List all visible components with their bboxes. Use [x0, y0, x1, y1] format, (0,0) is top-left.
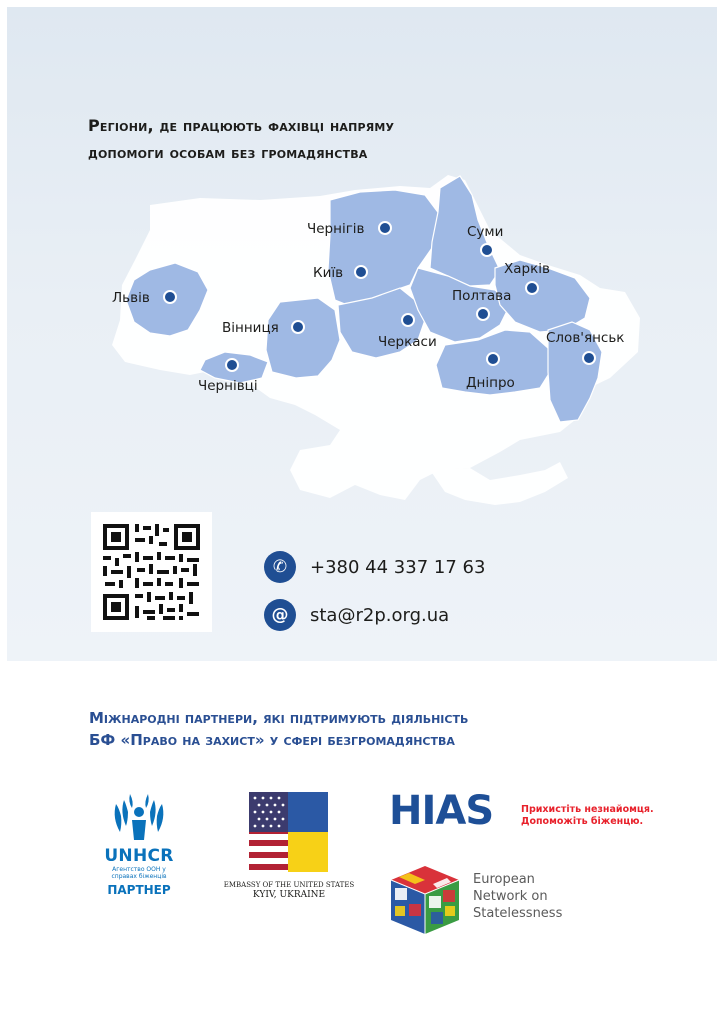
marker-dnipro	[487, 353, 499, 365]
ens-line-1: European	[473, 872, 535, 887]
at-icon: @	[264, 599, 296, 631]
marker-cherkasy	[402, 314, 414, 326]
embassy-line-2: KYIV, UKRAINE	[252, 890, 326, 900]
unhcr-subtitle-line-2: справах біженців	[111, 873, 167, 880]
embassy-line-1: EMBASSY OF THE UNITED STATES	[223, 881, 355, 889]
hias-tagline-line-2: Допоможіть біженцю.	[521, 816, 644, 827]
label-kyiv: Київ	[313, 265, 344, 281]
qr-code-image	[91, 512, 212, 632]
embassy-flags-icon	[249, 792, 328, 872]
hias-tagline-line-1: Прихистіть незнайомця.	[521, 804, 654, 815]
marker-chernihiv	[379, 222, 391, 234]
partners-title	[89, 707, 649, 751]
marker-chernivtsi	[226, 359, 238, 371]
label-sloviansk: Слов'янськ	[546, 330, 625, 346]
marker-poltava	[477, 308, 489, 320]
label-chernihiv: Чернігів	[307, 221, 365, 237]
embassy-caption	[222, 880, 356, 900]
unhcr-subtitle	[96, 866, 182, 880]
label-chernivtsi: Чернівці	[198, 378, 258, 394]
marker-kharkiv	[526, 282, 538, 294]
marker-sumy	[481, 244, 493, 256]
phone-number[interactable]: +380 44 337 17 63	[310, 556, 486, 578]
partners-title-line-2: БФ «Право на захист» у сфері безгромадянства	[89, 731, 455, 749]
hias-tagline	[521, 804, 654, 828]
ens-line-2: Network on	[473, 889, 548, 904]
hias-logo: HIAS	[389, 788, 494, 834]
label-lviv: Львів	[112, 290, 150, 306]
ens-line-3: Statelessness	[473, 906, 563, 921]
unhcr-partner-label: ПАРТНЕР	[107, 883, 171, 897]
ens-name	[473, 871, 562, 922]
phone-contact[interactable]	[264, 550, 485, 584]
ens-cube-icon	[389, 864, 461, 936]
title-line-2: допомоги особам без громадянства	[88, 143, 368, 162]
label-sumy: Суми	[467, 224, 504, 240]
marker-sloviansk	[583, 352, 595, 364]
label-poltava: Полтава	[452, 288, 512, 304]
label-kharkiv: Харків	[504, 261, 550, 277]
marker-lviv	[164, 291, 176, 303]
label-vinnytsia: Вінниця	[222, 320, 279, 336]
qr-code[interactable]	[91, 512, 212, 632]
phone-icon: ✆	[264, 551, 296, 583]
unhcr-name: UNHCR	[104, 846, 174, 866]
email-address[interactable]: sta@r2p.org.ua	[310, 604, 450, 626]
marker-vinnytsia	[292, 321, 304, 333]
unhcr-subtitle-line-1: Агентство ООН у	[112, 866, 166, 873]
label-dnipro: Дніпро	[466, 375, 515, 391]
partners-title-line-1: Міжнародні партнери, які підтримують діяльність	[89, 709, 469, 727]
email-contact[interactable]	[264, 598, 449, 632]
marker-kyiv	[355, 266, 367, 278]
unhcr-logo-icon	[104, 790, 174, 846]
title-line-1: Регіони, де працюють фахівці напряму	[88, 116, 395, 135]
label-cherkasy: Черкаси	[378, 334, 437, 350]
